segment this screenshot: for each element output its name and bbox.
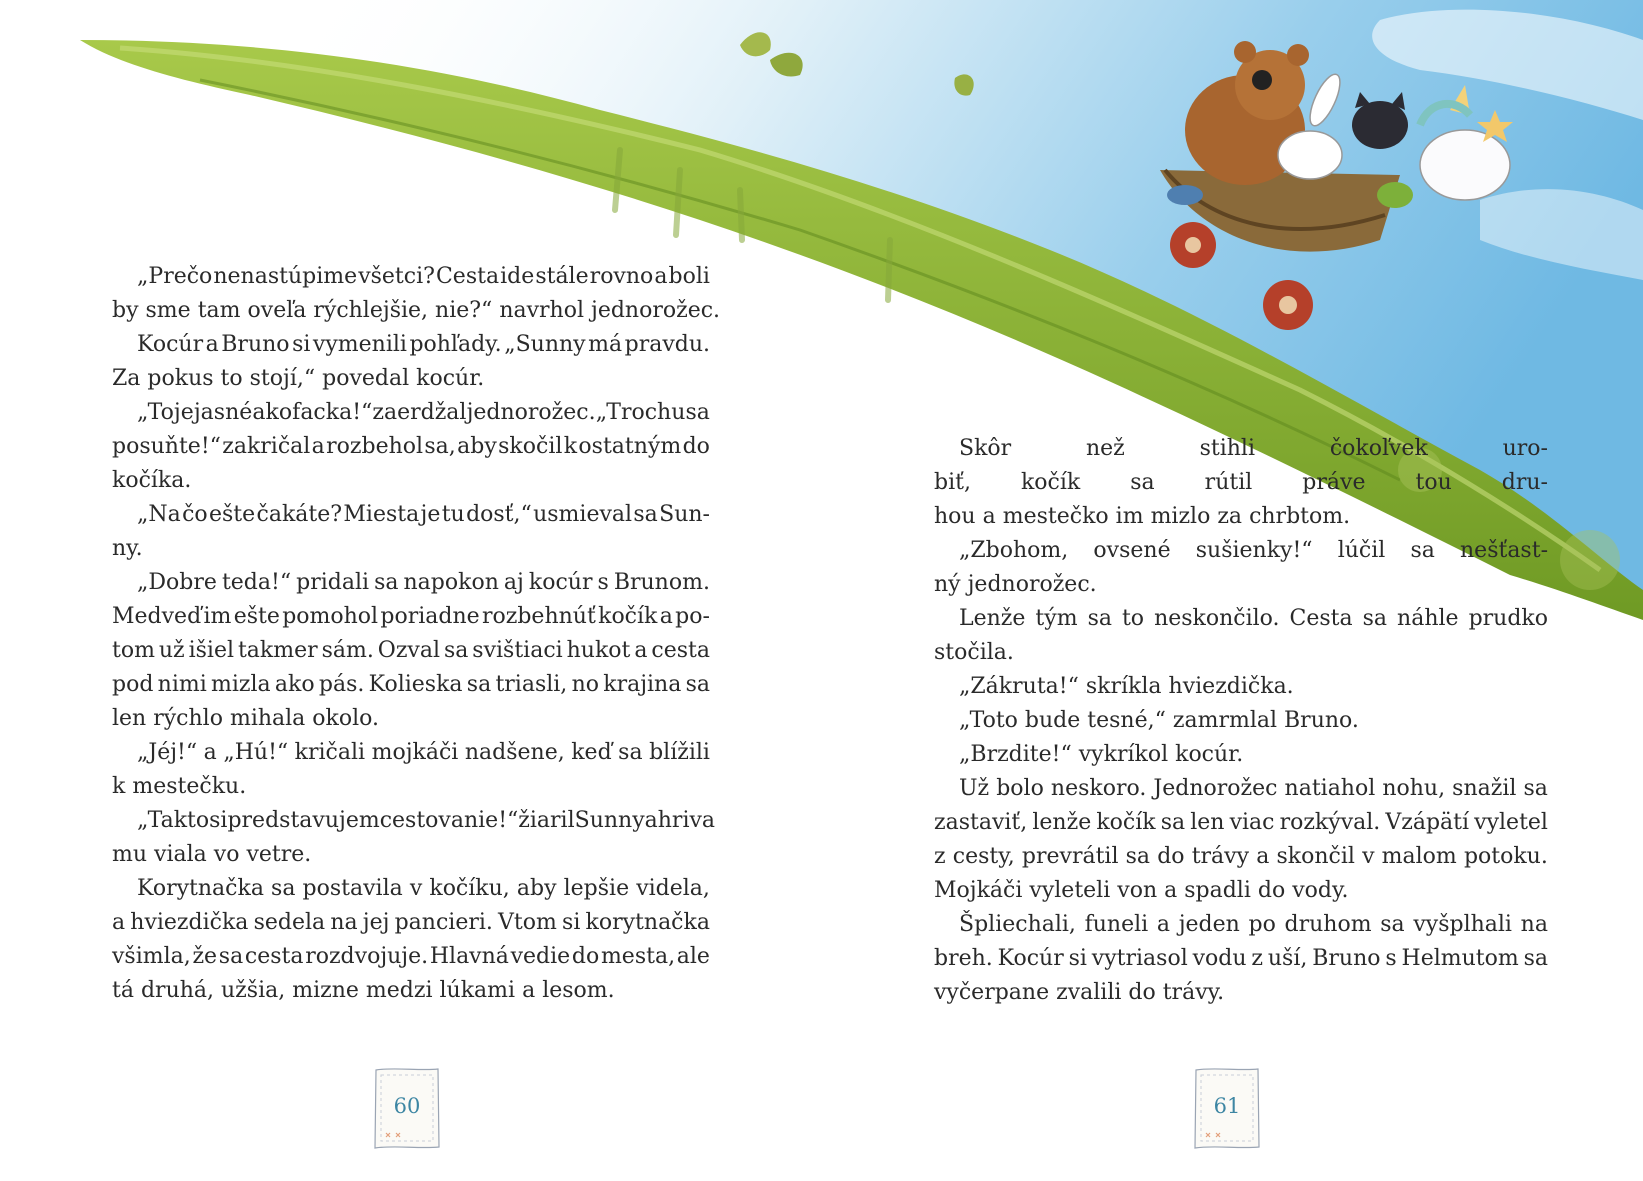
paragraph xyxy=(934,432,1548,534)
text-line: „Na čo ešte čakáte? Miesta je tu dosť,“ usmieval sa Sun- xyxy=(137,502,710,527)
text-line: ný jednorožec. xyxy=(934,572,1097,597)
paragraph xyxy=(112,872,710,1008)
text-line: Skôr než stihli čokoľvek uro- xyxy=(959,436,1548,461)
text-line: breh. Kocúr si vytriasol vodu z uší, Bruno s Helmutom sa xyxy=(934,946,1548,971)
paragraph xyxy=(934,772,1548,908)
text-line: „Dobre teda!“ pridali sa napokon aj kocúr s Brunom. xyxy=(137,570,710,595)
paragraph xyxy=(112,328,710,396)
paragraph xyxy=(934,704,1548,738)
paragraph xyxy=(112,804,716,872)
text-line: Mojkáči vyleteli von a spadli do vody. xyxy=(934,878,1349,903)
text-line: tá druhá, užšia, mizne medzi lúkami a lesom. xyxy=(112,978,615,1003)
page-number-tag-right xyxy=(1192,1065,1262,1151)
text-line: „Brzdite!“ vykríkol kocúr. xyxy=(959,742,1244,767)
text-line: Za pokus to stojí,“ povedal kocúr. xyxy=(112,366,485,391)
text-line: Korytnačka sa postavila v kočíku, aby lepšie videla, xyxy=(137,876,710,901)
text-line: „Zbohom, ovsené sušienky!“ lúčil sa nešťast- xyxy=(959,538,1548,563)
text-line: mu viala vo vetre. xyxy=(112,842,312,867)
text-line: Špliechali, funeli a jeden po druhom sa vyšplhali na xyxy=(959,912,1548,937)
page-number: 60 xyxy=(393,1094,421,1118)
text-line: kočíka. xyxy=(112,468,192,493)
paragraph xyxy=(112,260,721,328)
text-line: ny. xyxy=(112,536,143,561)
text-line: „Zákruta!“ skríkla hviezdička. xyxy=(959,674,1294,699)
paragraph xyxy=(112,396,710,498)
text-line: Kocúr a Bruno si vymenili pohľady. „Sunny má pravdu. xyxy=(137,332,710,357)
left-page-text xyxy=(112,260,721,1008)
paragraph xyxy=(934,738,1548,772)
text-line: „To je jasné ako facka!“ zaerdžal jednorožec. „Trochu sa xyxy=(137,400,710,425)
right-page-text xyxy=(934,432,1548,1010)
text-line: „Prečo nenastúpime všetci? Cesta ide stále rovno a boli xyxy=(137,264,710,289)
text-line: len rýchlo mihala okolo. xyxy=(112,706,380,731)
left-page xyxy=(0,0,821,1181)
text-line: všimla, že sa cesta rozdvojuje. Hlavná vedie do mesta, ale xyxy=(112,944,710,969)
paragraph xyxy=(112,736,710,804)
paragraph xyxy=(934,534,1548,602)
text-line: Lenže tým sa to neskončilo. Cesta sa náhle prudko xyxy=(959,606,1548,631)
paragraph xyxy=(934,670,1548,704)
text-line: k mestečku. xyxy=(112,774,247,799)
text-line: „Toto bude tesné,“ zamrmlal Bruno. xyxy=(959,708,1359,733)
paragraph xyxy=(934,908,1548,1010)
text-line: zastaviť, lenže kočík sa len viac rozkýval. Vzápätí vyletel xyxy=(934,810,1548,835)
text-line: a hviezdička sedela na jej pancieri. Vtom si korytnačka xyxy=(112,910,710,935)
text-line: stočila. xyxy=(934,640,1014,665)
page-number-tag-left xyxy=(372,1065,442,1151)
paragraph xyxy=(934,602,1548,670)
paragraph xyxy=(112,498,710,566)
right-page xyxy=(821,0,1643,1181)
text-line: z cesty, prevrátil sa do trávy a skončil v malom potoku. xyxy=(934,844,1548,869)
text-line: pod nimi mizla ako pás. Kolieska sa triasli, no krajina sa xyxy=(112,672,710,697)
text-line: „Takto si predstavujem cestovanie!“ žiaril Sunny a hriva xyxy=(137,808,716,833)
text-line: posuňte!“ zakričal a rozbehol sa, aby skočil k ostatným do xyxy=(112,434,710,459)
text-line: hou a mestečko im mizlo za chrbtom. xyxy=(934,504,1351,529)
text-line: tom už išiel takmer sám. Ozval sa svištiaci hukot a cesta xyxy=(112,638,710,663)
text-line: by sme tam oveľa rýchlejšie, nie?“ navrhol jednorožec. xyxy=(112,298,721,323)
text-line: „Jéj!“ a „Hú!“ kričali mojkáči nadšene, keď sa blížili xyxy=(137,740,710,765)
text-line: biť, kočík sa rútil práve tou dru- xyxy=(934,470,1548,495)
text-line: Medveď im ešte pomohol poriadne rozbehnúť kočík a po- xyxy=(112,604,710,629)
text-line: vyčerpane zvalili do trávy. xyxy=(934,980,1225,1005)
text-line: Už bolo neskoro. Jednorožec natiahol nohu, snažil sa xyxy=(959,776,1548,801)
paragraph xyxy=(112,566,710,736)
page-number: 61 xyxy=(1213,1094,1241,1118)
